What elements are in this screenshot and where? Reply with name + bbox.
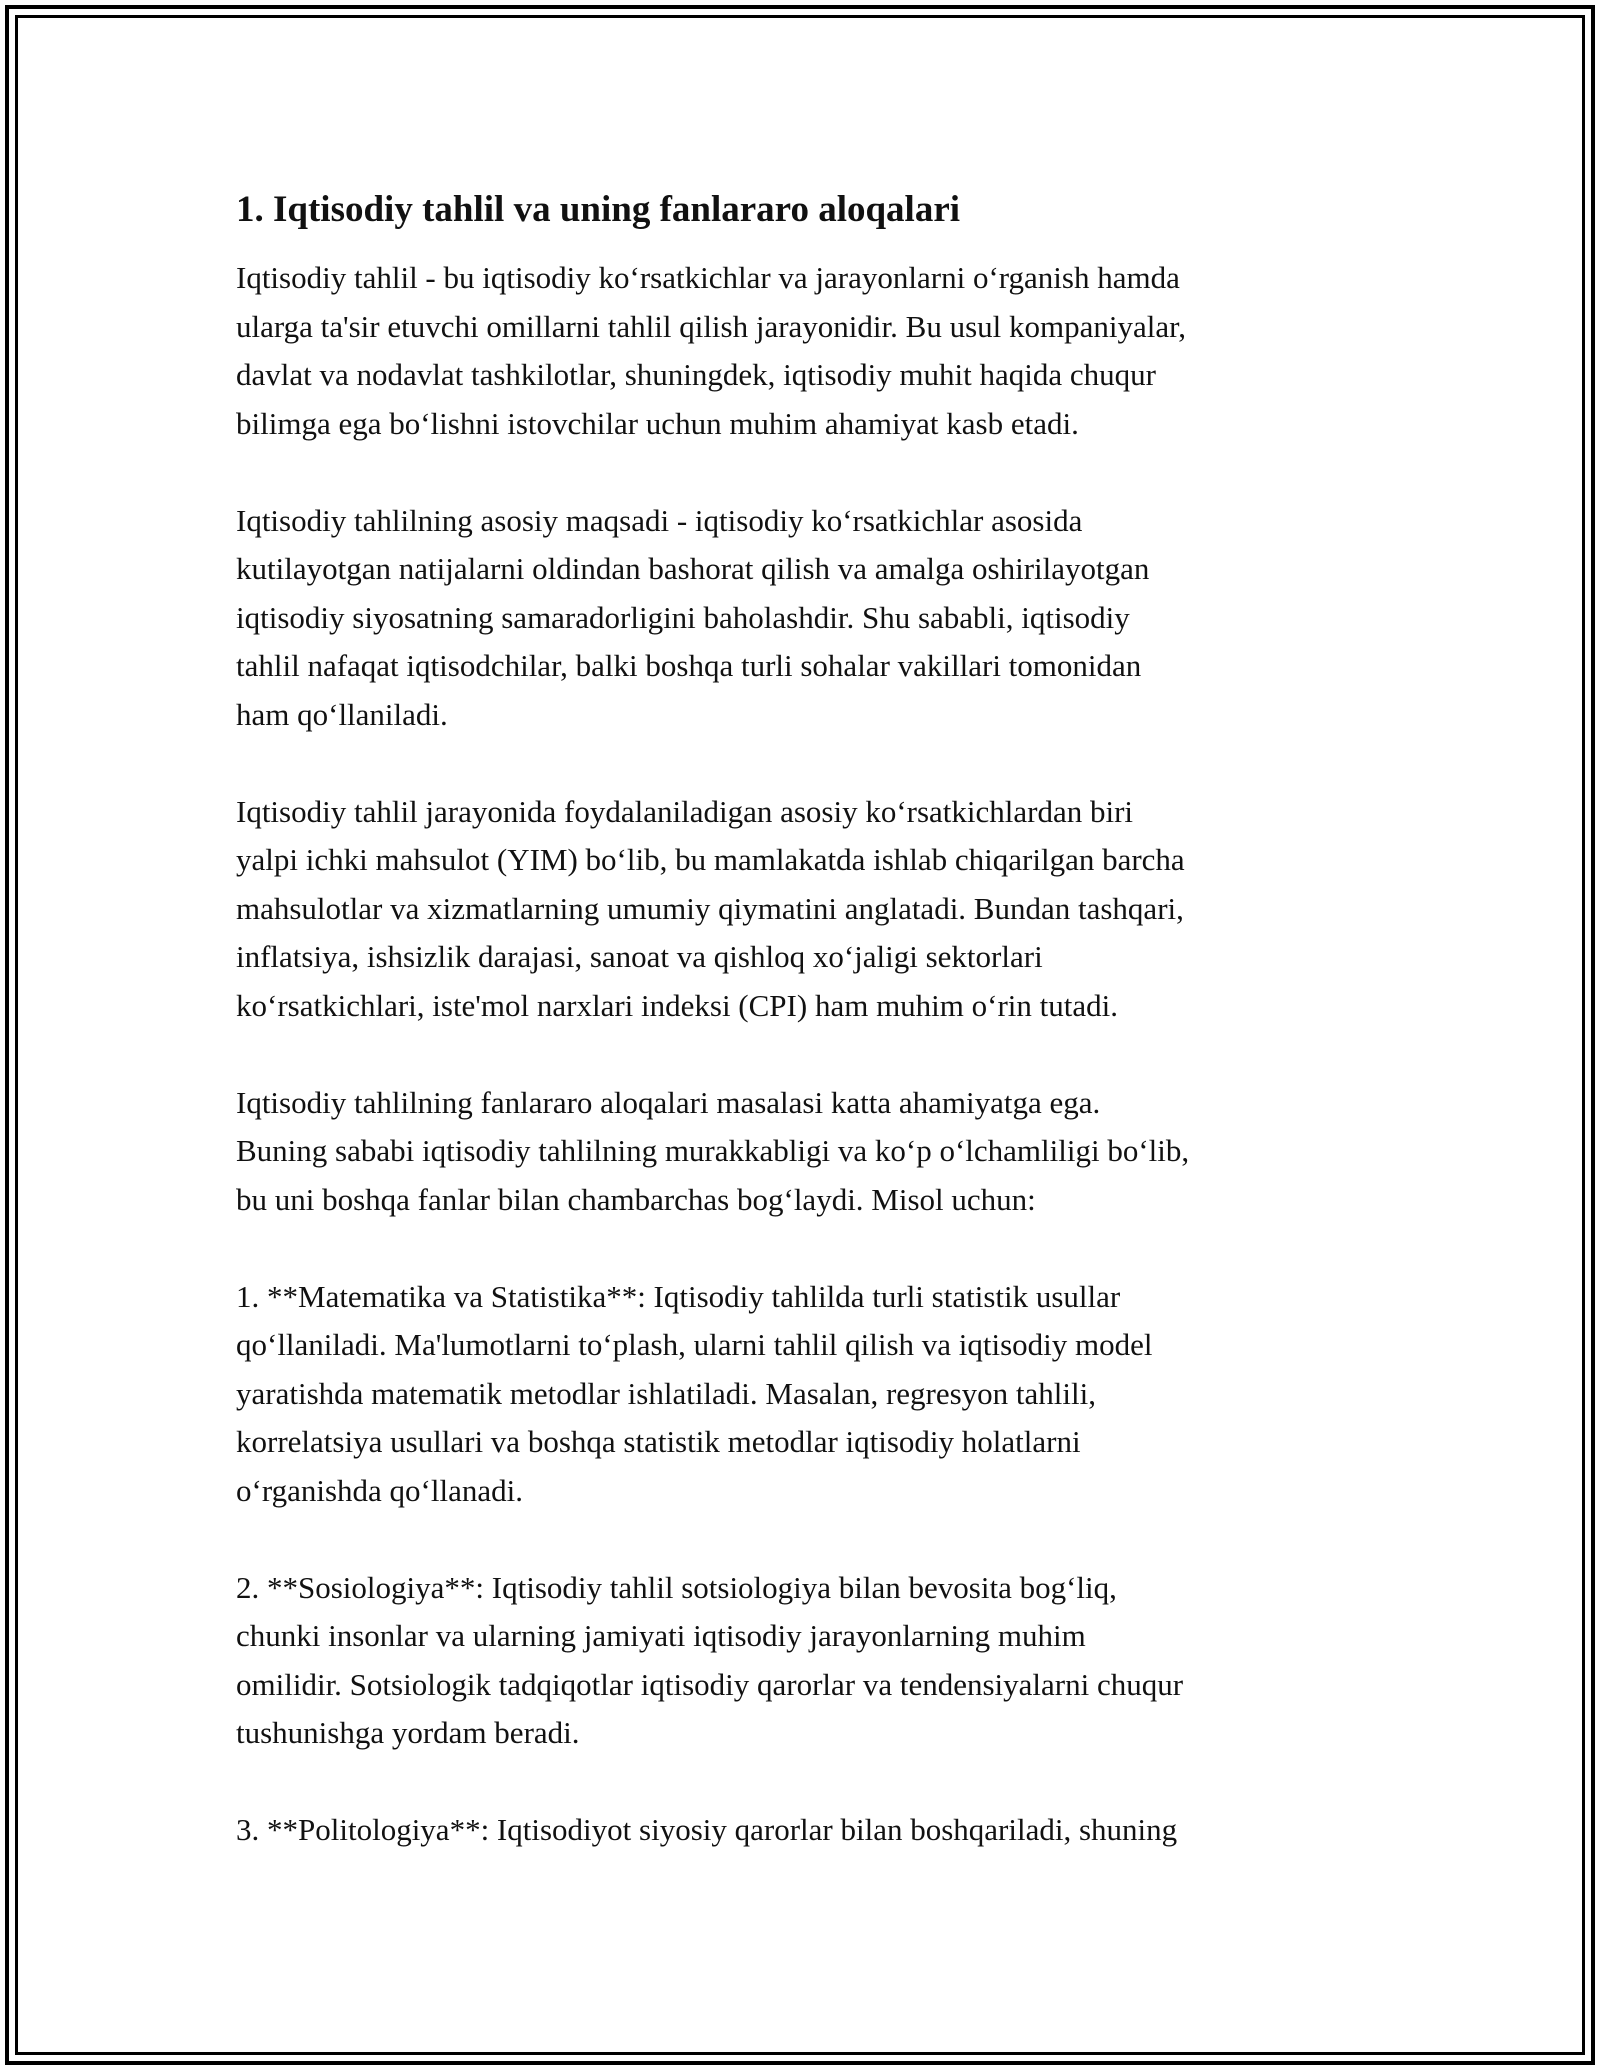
paragraph-line: tushunishga yordam beradi. — [236, 1715, 580, 1750]
paragraph-line: korrelatsiya usullari va boshqa statistik metodlar iqtisodiy holatlarni — [236, 1424, 1081, 1459]
paragraph-line: o‘rganishda qo‘llanadi. — [236, 1472, 523, 1508]
paragraph-line: ham qo‘llaniladi. — [236, 696, 448, 732]
paragraph-line: inflatsiya, ishsizlik darajasi, sanoat va qishloq xo‘jaligi sektorlari — [236, 939, 1043, 974]
paragraph-line: yaratishda matematik metodlar ishlatiladi. Masalan, regresyon tahlili, — [236, 1375, 1096, 1411]
paragraph-line: 1. **Matematika va Statistika**: Iqtisodiy tahlilda turli statistik usullar — [236, 1278, 1121, 1314]
paragraph-line: kutilayotgan natijalarni oldindan bashorat qilish va amalga oshirilayotgan — [236, 551, 1150, 586]
paragraph-line: Buning sababi iqtisodiy tahlilning murakkabligi va ko‘p o‘lchamliligi bo‘lib, — [236, 1133, 1190, 1168]
paragraph-line: Iqtisodiy tahlilning fanlararo aloqalari masalasi katta ahamiyatga ega. — [236, 1084, 1101, 1120]
paragraph-line: davlat va nodavlat tashkilotlar, shuningdek, iqtisodiy muhit haqida chuqur — [236, 357, 1156, 392]
paragraph-line: qo‘llaniladi. Ma'lumotlarni to‘plash, ularni tahlil qilish va iqtisodiy model — [236, 1327, 1153, 1362]
paragraph-intro — [236, 254, 1386, 448]
paragraph-line: ko‘rsatkichlari, iste'mol narxlari indeksi (CPI) ham muhim o‘rin tutadi. — [236, 987, 1119, 1023]
paragraph-line: omilidir. Sotsiologik tadqiqotlar iqtisodiy qarorlar va tendensiyalarni chuqur — [236, 1666, 1184, 1702]
paragraph-main-goal — [236, 497, 1386, 740]
paragraph-line: 2. **Sosiologiya**: Iqtisodiy tahlil sotsiologiya bilan bevosita bog‘liq, — [236, 1569, 1117, 1605]
paragraph-line: iqtisodiy siyosatning samaradorligini baholashdir. Shu sababli, iqtisodiy — [236, 599, 1130, 635]
paragraph-line: bu uni boshqa fanlar bilan chambarchas bog‘laydi. Misol uchun: — [236, 1181, 1036, 1217]
paragraph-line: yalpi ichki mahsulot (YIM) bo‘lib, bu mamlakatda ishlab chiqarilgan barcha — [236, 842, 1185, 877]
paragraph-line: Iqtisodiy tahlil jarayonida foydalaniladigan asosiy ko‘rsatkichlardan biri — [236, 793, 1134, 829]
list-item-sociology — [236, 1564, 1386, 1758]
paragraph-line: tahlil nafaqat iqtisodchilar, balki boshqa turli sohalar vakillari tomonidan — [236, 648, 1142, 683]
document-title: 1. Iqtisodiy tahlil va uning fanlararo aloqalari — [236, 189, 961, 230]
paragraph-line: bilimga ega bo‘lishni istovchilar uchun muhim ahamiyat kasb etadi. — [236, 405, 1079, 441]
paragraph-interdisciplinary — [236, 1079, 1386, 1225]
paragraph-indicators — [236, 788, 1386, 1031]
paragraph-line: 3. **Politologiya**: Iqtisodiyot siyosiy qarorlar bilan boshqariladi, shuning — [236, 1812, 1178, 1847]
document-body — [236, 186, 1386, 1903]
paragraph-line: ularga ta'sir etuvchi omillarni tahlil qilish jarayonidir. Bu usul kompaniyalar, — [236, 308, 1186, 344]
list-item-politology — [236, 1806, 1386, 1855]
paragraph-line: Iqtisodiy tahlil - bu iqtisodiy ko‘rsatkichlar va jarayonlarni o‘rganish hamda — [236, 260, 1180, 295]
paragraph-line: mahsulotlar va xizmatlarning umumiy qiymatini anglatadi. Bundan tashqari, — [236, 890, 1184, 926]
paragraph-line: Iqtisodiy tahlilning asosiy maqsadi - iqtisodiy ko‘rsatkichlar asosida — [236, 502, 1083, 538]
list-item-mathematics — [236, 1273, 1386, 1516]
paragraph-line: chunki insonlar va ularning jamiyati iqtisodiy jarayonlarning muhim — [236, 1618, 1086, 1653]
